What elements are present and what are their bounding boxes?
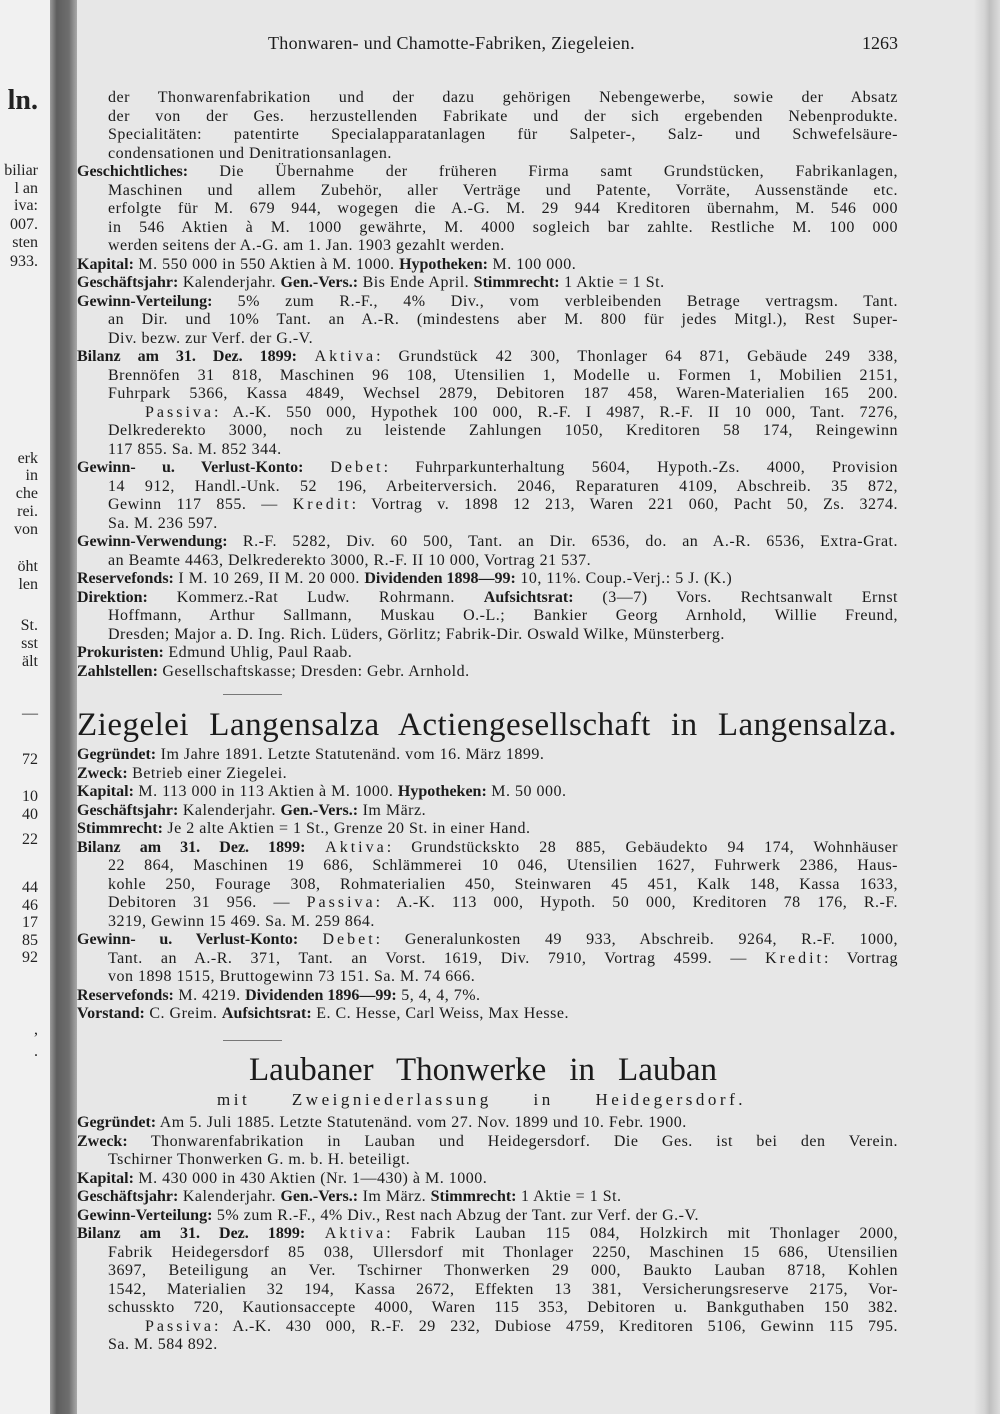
company-title-ziegelei-langensalza: Ziegelei Langensalza Actiengesellschaft in Langensalza. [77,707,897,743]
spaced-heading: Passiva [145,1317,214,1335]
margin-fragment: von [14,521,38,538]
field-text: Kalenderjahr. [178,274,281,291]
field-text [306,839,326,856]
field-text: Bis Ende April. [358,274,474,291]
entry-paragraph [77,533,898,570]
field-label: Stimmrecht: [77,820,163,837]
text-line: Dresden; Major a. D. Ing. Rich. Lüders, Görlitz; Fabrik-Dir. Oswald Wilke, Münsterberg. [108,625,725,643]
text-line [77,1114,898,1133]
spaced-heading: Debet [330,459,384,476]
text-line: 3697, Beteiligung an Ver. Tschirner Thonwerken 29 000, Baukto Lauban 8718, Kohlen [108,1262,898,1279]
spaced-heading: Passiva [306,894,376,911]
text-line [77,1225,898,1244]
field-text: 5, 4, 4, 7%. [396,986,481,1004]
field-label: Zahlstellen: [77,662,158,680]
spaced-heading: Aktiva [325,838,387,856]
page-number: 1263 [862,33,898,53]
field-label: Aufsichtsrat: [221,1005,312,1022]
text-line [77,348,898,367]
section-laubaner-thonwerke [77,1114,898,1355]
field-text: Im März. [358,1188,431,1205]
entry-paragraph [77,1005,898,1024]
spaced-heading: Kredit [292,496,352,513]
field-label: Bilanz am 31. Dez. 1899: [77,838,306,856]
margin-fragment: sst [21,635,38,652]
text-line: werden seitens der A.-G. am 1. Jan. 1903 gezahlt werden. [108,237,505,254]
margin-fragment: 46 [22,897,38,914]
entry-paragraph [77,820,898,839]
margin-fragment: biliar [4,162,38,179]
entry-paragraph [77,589,898,645]
entry-paragraph [77,644,898,663]
field-label: Reservefonds: [77,570,174,587]
spaced-heading: Passiva [145,403,214,421]
field-text: : Vortrag [823,949,898,967]
text-line [77,987,898,1006]
text-line [77,274,898,293]
text-line: Maschinen und allem Zubehör, aller Verträge und Patente, Vorräte, Aussenstände etc. [108,181,898,199]
text-line [77,293,898,312]
text-line: an Beamte 4463, Delkrederekto 3000, R.-F. II 10 000, Vortrag 21 537. [108,551,592,569]
field-label: Gen.-Vers.: [280,1188,359,1205]
field-text: 5% zum R.-F., 4% Div., vom verbleibenden Betrage vertragsm. Tant. [212,292,898,310]
field-label: Kapital: [77,1169,134,1187]
spaced-heading: Aktiva [324,1225,387,1242]
field-label: Stimmrecht: [430,1188,517,1205]
text-line [77,1207,898,1226]
field-text: M. 100 000. [487,255,577,273]
margin-fragment: St. [20,617,38,634]
field-label: Reservefonds: [77,986,174,1004]
field-text: : A.-K. 550 000, Hypothek 100 000, R.-F. I 4987, R.-F. II 10 000, Tant. 7276, [214,403,898,421]
margin-fragment: öht [17,558,38,575]
margin-fragment: 10 [22,788,38,805]
field-label: Geschäftsjahr: [77,801,179,819]
entry-paragraph [77,765,898,784]
margin-fragment: che [15,485,38,502]
section-divider [223,1040,282,1041]
field-text: Die Übernahme der früheren Firma samt Grundstücken, Fabrikanlagen, [188,163,898,180]
margin-fragment: ln. [7,85,38,116]
text-line [77,931,898,950]
text-line: Fuhrpark 5366, Kassa 4849, Wechsel 2879, Debitoren 187 458, Waren-Materialien 165 200. [108,385,898,402]
field-label: Kapital: [77,255,134,273]
text-line [77,746,898,765]
field-text: Am 5. Juli 1885. Letzte Statutenänd. vom 27. Nov. 1899 und 10. Febr. 1900. [156,1114,687,1131]
field-label: Kapital: [77,783,134,800]
text-line [77,839,898,858]
margin-fragment: — [22,705,38,722]
margin-fragment: 933. [10,253,38,270]
text-line: der von der Ges. herzustellenden Fabrikate und der sich ergebenden Nebenprodukte. [108,107,898,125]
text-line [77,783,898,802]
running-header [77,33,898,55]
text-line: in 546 Aktien à M. 1000 gewährte, M. 4000 sogleich bar zahlte. Restliche M. 100 000 [108,218,898,236]
text-line [77,570,898,589]
margin-fragment: len [18,576,38,593]
text-line: Sa. M. 236 597. [108,514,218,532]
text-line: kohle 250, Fourage 308, Rohmaterialien 450, Steinwaren 45 451, Kalk 148, Kassa 1633, [108,875,898,893]
field-text [305,1225,325,1242]
entry-paragraph [77,1133,898,1170]
text-line [77,894,898,913]
field-label: Bilanz am 31. Dez. 1899: [77,1225,306,1242]
field-text: 10, 11%. Coup.-Verj.: 5 J. (K.) [515,570,733,587]
section-divider [223,694,282,695]
margin-fragment: erk [17,450,38,467]
field-text: C. Greim. [144,1005,222,1022]
text-line [77,802,898,821]
text-line: Brennöfen 31 818, Maschinen 96 108, Utensilien 1, Modelle u. Formen 1, Mobilien 2151, [108,366,898,384]
text-line: Fabrik Heidegersdorf 85 038, Ullersdorf mit Thonlager 2250, Maschinen 15 686, Utensilien [108,1243,898,1261]
field-label: Stimmrecht: [473,274,560,291]
field-label: Hypotheken: [399,255,488,273]
field-label: Aufsichtsrat: [483,588,574,606]
field-label: Gewinn-Verwendung: [77,533,228,550]
field-label: Gewinn- u. Verlust-Konto: [77,459,304,476]
field-text: I M. 10 269, II M. 20 000. [173,570,365,587]
entry-paragraph [77,1225,898,1355]
text-line: Hoffmann, Arthur Sallmann, Muskau O.-L.; Bankier Georg Arnhold, Willie Freund, [108,607,898,624]
margin-fragment: 44 [22,879,38,896]
field-text: R.-F. 5282, Div. 60 500, Tant. an Dir. 6536, do. an A.-R. 6536, Extra-Grat. [227,533,898,550]
field-text [298,931,322,948]
text-line: 1542, Materialien 32 194, Kassa 2672, Effekten 13 381, Versicherungsreserve 2175, Vor- [108,1280,898,1298]
entry-paragraph [77,459,898,533]
entry-paragraph [77,1170,898,1189]
company-subtitle: mit Zweigniederlassung in Heidegersdorf. [217,1090,746,1109]
field-text: Debitoren 31 956. — [108,894,307,911]
field-label: Gen.-Vers.: [280,274,359,291]
entry-paragraph [77,163,898,256]
field-text: Kalenderjahr. [178,1188,281,1205]
entry-paragraph [77,570,898,589]
field-text: E. C. Hesse, Carl Weiss, Max Hesse. [311,1005,569,1022]
section-continued-entry [77,89,898,681]
text-line [77,1133,898,1152]
spaced-heading: Debet [322,931,376,948]
field-label: Direktion: [77,588,148,606]
field-label: Gegründet: [77,746,157,763]
text-line [77,820,898,839]
margin-fragment: 40 [22,806,38,823]
field-text: M. 550 000 in 550 Aktien à M. 1000. [133,255,400,273]
field-text: : Fuhrparkunterhaltung 5604, Hypoth.-Zs. 4000, Provision [383,459,898,476]
field-text: Kalenderjahr. [178,801,281,819]
field-label: Vorstand: [77,1005,145,1022]
field-label: Gewinn-Verteilung: [77,292,213,310]
field-text: : A.-K. 430 000, R.-F. 29 232, Dubiose 4759, Kreditoren 5106, Gewinn 115 795. [214,1317,898,1335]
entry-paragraph [77,1114,898,1133]
text-line: Specialitäten: patentirte Specialapparatanlagen für Salpeter-, Salz- und Schwefelsäure- [108,126,898,143]
text-line [77,644,898,663]
text-line: Delkrederekto 3000, noch zu leistende Zahlungen 1050, Kreditoren 58 174, Reingewinn [108,422,898,439]
field-text: Gesellschaftskasse; Dresden: Gebr. Arnhold. [157,662,470,680]
field-label: Hypotheken: [397,783,487,800]
field-text: (3—7) Vors. Rechtsanwalt Ernst [573,588,898,606]
field-text: : Fabrik Lauban 115 084, Holzkirch mit Thonlager 2000, [386,1225,898,1242]
margin-fragment: 92 [22,949,38,966]
text-line [77,404,898,423]
entry-paragraph [77,746,898,765]
margin-fragment: l an [14,180,38,197]
field-text [304,459,331,476]
section-ziegelei-langensalza [77,746,898,1024]
field-text: : A.-K. 113 000, Hypoth. 50 000, Kreditoren 78 176, R.-F. [375,894,898,911]
field-text: M. 113 000 in 113 Aktien à M. 1000. [133,783,398,800]
field-label: Gewinn-Verteilung: [77,1206,213,1224]
text-line [77,1188,898,1207]
margin-fragment: 22 [22,831,38,848]
field-label: Geschäftsjahr: [77,1188,179,1205]
field-text: : Vortrag v. 1898 12 213, Waren 221 060, Pacht 50, Zs. 3274. [351,496,898,513]
entry-paragraph [77,1188,898,1207]
field-label: Zweck: [77,1132,128,1150]
entry-paragraph [77,839,898,932]
book-binding-shadow [50,0,77,1414]
spaced-heading: Kredit [765,949,824,967]
text-line [77,533,898,552]
entry-paragraph [77,802,898,821]
field-text: : Generalunkosten 49 933, Abschreib. 9264, R.-F. 1000, [375,931,898,948]
field-label: Gegründet: [77,1114,157,1131]
text-line: von 1898 1515, Bruttogewinn 73 151. Sa. M. 74 666. [108,968,476,985]
margin-fragment: in [25,467,38,484]
entry-paragraph [77,931,898,987]
text-line [77,950,898,969]
field-label: Geschichtliches: [77,163,189,180]
field-text: Tant. an A.-R. 371, Tant. an Vorst. 1619, Div. 7910, Vortrag 4599. — [108,949,766,967]
field-text: Im Jahre 1891. Letzte Statutenänd. vom 16. März 1899. [156,746,545,763]
text-line [77,1318,898,1337]
company-title-laubaner-thonwerke: Laubaner Thonwerke in Lauban [249,1052,717,1088]
field-text: Edmund Uhlig, Paul Raab. [163,644,353,661]
field-text [297,348,315,365]
margin-fragment: 72 [22,751,38,768]
margin-fragment: 007. [10,216,38,233]
text-line: Sa. M. 584 892. [108,1336,218,1353]
text-line: der Thonwarenfabrikation und der dazu gehörigen Nebengewerbe, sowie der Absatz [108,89,898,106]
field-label: Zweck: [77,764,128,782]
text-line [77,589,898,608]
text-line: Div. bezw. zur Verf. der G.-V. [108,329,314,347]
text-line: 22 864, Maschinen 19 686, Schlämmerei 10 046, Utensilien 1627, Fuhrwerk 2386, Haus- [108,857,898,874]
entry-paragraph [77,1207,898,1226]
field-label: Bilanz am 31. Dez. 1899: [77,348,297,365]
entry-paragraph [77,256,898,275]
entry-paragraph [77,663,898,682]
text-line: condensationen und Denitrationsanlagen. [108,144,392,162]
running-header-title: Thonwaren- und Chamotte-Fabriken, Ziegeleien. [268,33,635,53]
text-line: erfolgte für M. 679 944, wogegen die A.-G. M. 29 944 Kreditoren übernahm, M. 546 000 [108,200,898,217]
field-text: M. 50 000. [486,783,567,800]
field-label: Geschäftsjahr: [77,274,179,291]
margin-fragment: iva: [14,197,38,214]
field-text: Im März. [358,801,427,819]
page-edge-shadow [974,0,1000,1414]
field-text: 5% zum R.-F., 4% Div., Rest nach Abzug der Tant. zur Verf. der G.-V. [212,1206,699,1224]
field-label: Gewinn- u. Verlust-Konto: [77,931,299,948]
text-line: an Dir. und 10% Tant. an A.-R. (mindestens aber M. 800 für jedes Mitgl.), Rest Super- [108,311,898,328]
entry-paragraph [77,348,898,459]
field-text: 1 Aktie = 1 St. [516,1188,622,1205]
text-line [77,459,898,478]
field-text: 1 Aktie = 1 St. [559,274,665,291]
text-line [77,765,898,784]
text-line: 117 855. Sa. M. 852 344. [108,440,282,458]
margin-fragment: 17 [22,914,38,931]
text-line [77,1005,898,1024]
entry-paragraph [77,987,898,1006]
text-line [77,1170,898,1189]
text-line [77,163,898,182]
text-line: 3219, Gewinn 15 469. Sa. M. 259 864. [108,912,375,930]
spaced-heading: Aktiva [314,348,377,365]
field-text: Kommerz.-Rat Ludw. Rohrmann. [147,588,484,606]
field-text: M. 430 000 in 430 Aktien (Nr. 1—430) à M. 1000. [133,1169,488,1187]
field-label: Prokuristen: [77,644,164,661]
field-label: Dividenden 1896—99: [245,986,397,1004]
field-text: M. 4219. [173,986,246,1004]
field-label: Gen.-Vers.: [280,801,359,819]
margin-fragment: rei. [17,503,38,520]
entry-paragraph [77,274,898,293]
entry-paragraph [77,783,898,802]
margin-fragment: , [34,1021,38,1038]
field-text: Gewinn 117 855. — [108,496,293,513]
text-line [77,496,898,515]
text-line: Tschirner Thonwerken G. m. b. H. beteiligt. [108,1151,411,1168]
text-line [77,256,898,275]
field-label: Dividenden 1898—99: [364,570,516,587]
field-text: : Grundstückskto 28 885, Gebäudekto 94 174, Wohnhäuser [386,838,898,856]
text-line: 14 912, Handl.-Unk. 52 196, Arbeiterversich. 2046, Reparaturen 4109, Abschreib. 35 872, [108,477,898,495]
margin-fragment: 85 [22,932,38,949]
margin-fragment: sten [12,234,38,251]
field-text: Je 2 alte Aktien = 1 St., Grenze 20 St. in einer Hand. [162,820,531,837]
text-line: schusskto 720, Kautionsaccepte 4000, Waren 115 353, Debitoren u. Bankguthaben 150 382. [108,1299,898,1316]
entry-paragraph [77,293,898,349]
entry-paragraph [77,89,898,163]
field-text: Betrieb einer Ziegelei. [127,764,288,782]
field-text: Thonwarenfabrikation in Lauban und Heidegersdorf. Die Ges. ist bei den Verein. [127,1132,898,1150]
margin-fragment: ält [22,653,38,670]
field-text: : Grundstück 42 300, Thonlager 64 871, Gebäude 249 338, [376,348,898,365]
text-line [77,663,898,682]
margin-fragment: . [34,1043,38,1060]
